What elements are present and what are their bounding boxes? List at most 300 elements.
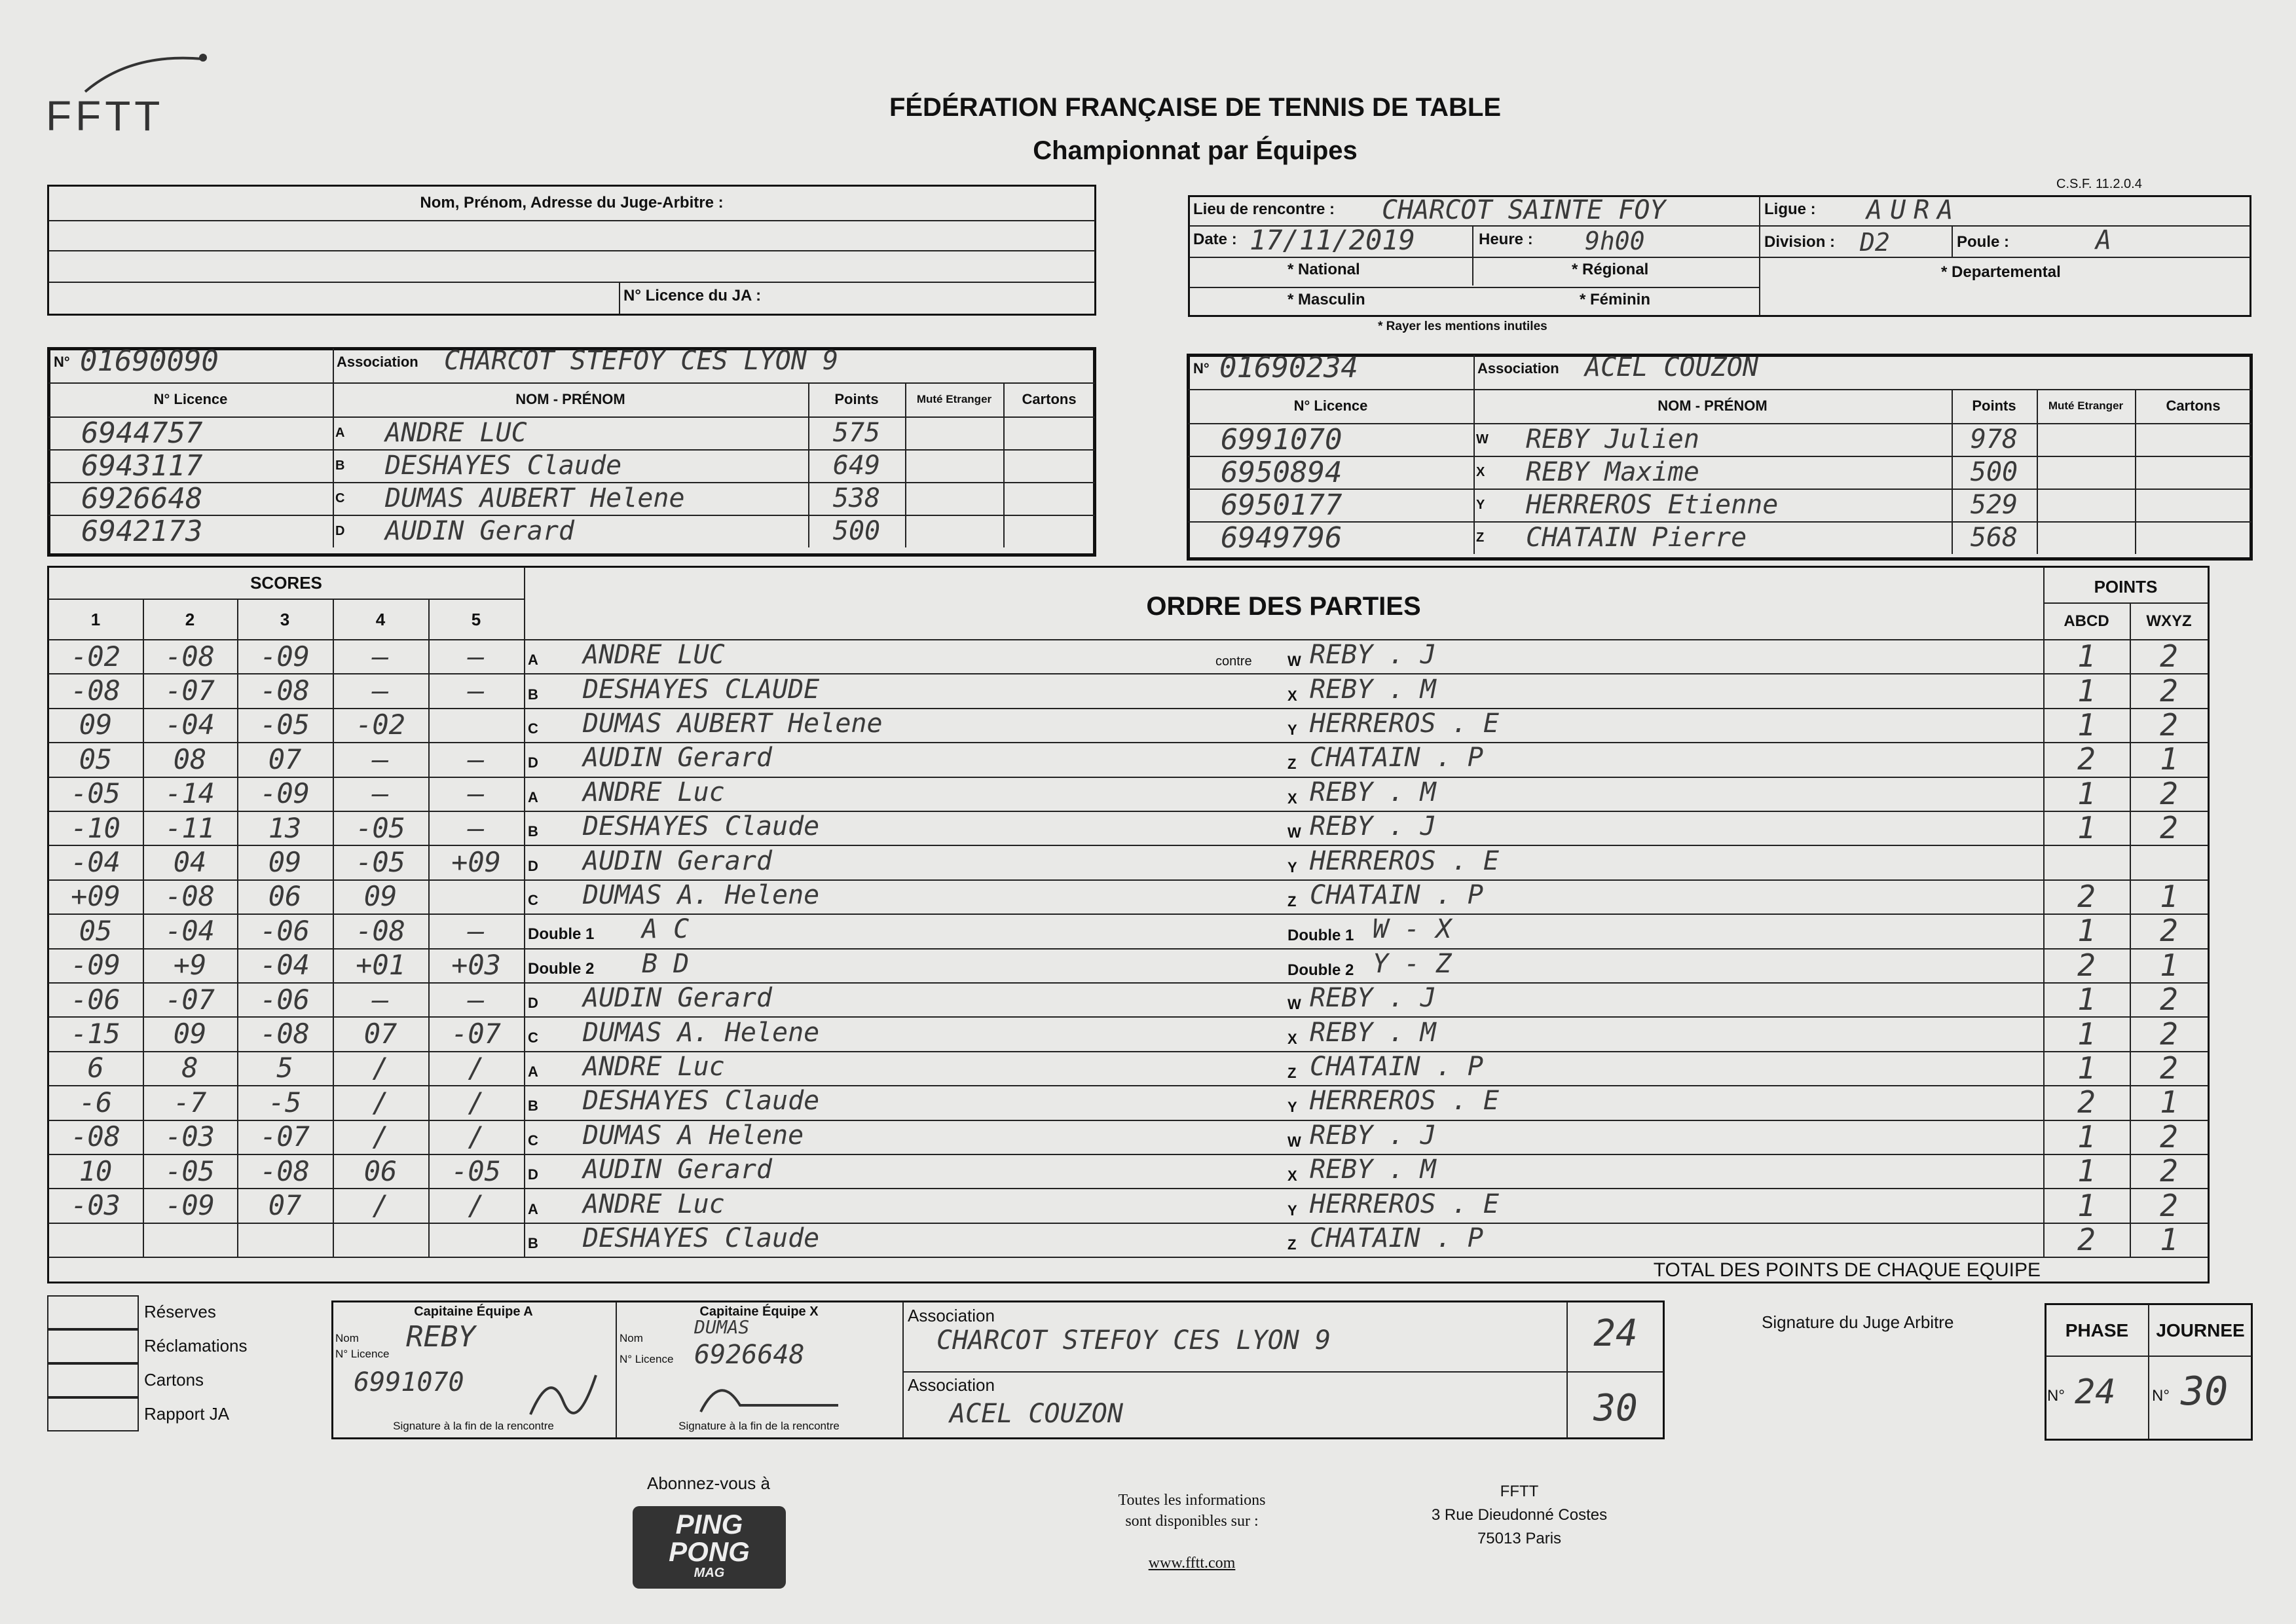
set-score: +09: [451, 846, 501, 879]
player-a-letter: D: [528, 754, 538, 771]
player-a-letter: A: [528, 788, 538, 805]
set-score: /: [468, 1086, 485, 1118]
points-wxyz: 2: [2160, 1118, 2178, 1154]
set-score: -05: [165, 1154, 215, 1187]
points-header: POINTS: [2094, 576, 2158, 597]
set-score: -06: [71, 983, 120, 1016]
points-wxyz: 2: [2160, 982, 2178, 1018]
set-score: -06: [260, 983, 310, 1016]
set-score: -07: [165, 674, 215, 707]
points-wxyz: 2: [2160, 810, 2178, 846]
points-abcd: 1: [2077, 1050, 2096, 1086]
set-header-3: 3: [280, 609, 290, 629]
player-a-letter: C: [528, 891, 538, 908]
player-a-name: DESHAYES Claude: [583, 1223, 820, 1253]
cap-a-sig-label: Signature à la fin de la rencontre: [393, 1420, 554, 1432]
player-x-letter: W: [1287, 824, 1301, 841]
team_a-player-name: DESHAYES Claude: [385, 451, 622, 481]
set-score: /: [468, 1189, 485, 1222]
set-score: 09: [173, 1018, 207, 1050]
player-x-name: CHATAIN . P: [1310, 1223, 1483, 1253]
points-abcd: 2: [2077, 947, 2096, 983]
address-line1: FFTT: [1500, 1483, 1539, 1500]
cap-a-licence: 6991070: [354, 1367, 464, 1397]
check-label: Réclamations: [144, 1336, 248, 1356]
team_a-num-value: 01690090: [80, 344, 219, 378]
points-wxyz: 2: [2160, 913, 2178, 949]
points-abcd: 1: [2077, 775, 2096, 811]
website-link[interactable]: www.fftt.com: [1148, 1555, 1236, 1572]
points-wxyz: 2: [2160, 1050, 2178, 1086]
set-score: -04: [260, 949, 310, 982]
cap-a-signature: [524, 1362, 602, 1428]
team_a-player-name: DUMAS AUBERT Helene: [385, 483, 685, 513]
national-option[interactable]: * National: [1287, 261, 1360, 278]
address-line2: 3 Rue Dieudonné Costes: [1431, 1506, 1608, 1524]
player-x-letter: X: [1287, 687, 1297, 704]
points-wxyz: 1: [2160, 947, 2178, 983]
check-label: Rapport JA: [144, 1404, 230, 1424]
set-score: [143, 1223, 237, 1257]
set-score: —: [372, 743, 389, 775]
player-x-name: REBY . M: [1310, 1017, 1436, 1048]
points-abcd: 1: [2077, 982, 2096, 1018]
points-abcd: 1: [2077, 1016, 2096, 1052]
abcd-header: ABCD: [2064, 612, 2109, 630]
player-a-name: DUMAS AUBERT Helene: [583, 708, 883, 739]
team_a-num-label: N°: [54, 354, 70, 370]
lieu-value: CHARCOT SAINTE FOY: [1382, 195, 1666, 225]
team_a-player-licence: 6942173: [81, 514, 203, 548]
set-score: -03: [71, 1189, 120, 1222]
cap-x-licence-label: N° Licence: [620, 1353, 674, 1365]
player-x-name: HERREROS . E: [1310, 708, 1499, 739]
rayer-note: * Rayer les mentions inutiles: [1378, 320, 1547, 333]
team_a-player-letter: B: [335, 458, 345, 473]
player-a-letter: C: [528, 720, 538, 737]
fftt-logo: [46, 52, 190, 144]
team_a-player-name: AUDIN Gerard: [385, 516, 574, 546]
address-line3: 75013 Paris: [1477, 1530, 1562, 1547]
player-a-name: AUDIN Gerard: [583, 983, 772, 1014]
player-x-name: HERREROS . E: [1310, 1086, 1499, 1116]
referee-name-label: Nom, Prénom, Adresse du Juge-Arbitre :: [420, 194, 724, 212]
player-x-name: CHATAIN . P: [1310, 743, 1483, 773]
player-a-letter: A: [528, 1063, 538, 1080]
journee-no: N°: [2152, 1387, 2170, 1405]
player-a-name: A C: [642, 914, 690, 945]
player-x-name: HERREROS . E: [1310, 1189, 1499, 1219]
team_a-player-points: 538: [832, 483, 881, 513]
page-subtitle: Championnat par Équipes: [1033, 136, 1358, 165]
player-x-name: REBY . M: [1310, 1154, 1436, 1185]
team_x-player-name: REBY Julien: [1526, 424, 1699, 454]
player-a-name: DUMAS A. Helene: [583, 1017, 820, 1048]
player-a-name: DESHAYES CLAUDE: [583, 674, 820, 705]
set-score: -08: [165, 880, 215, 913]
player-x-name: REBY . J: [1310, 1120, 1436, 1151]
team_a-assoc-value: CHARCOT STEFOY CES LYON 9: [444, 346, 839, 376]
total-label: TOTAL DES POINTS DE CHAQUE EQUIPE: [1653, 1259, 2041, 1281]
points-wxyz: 2: [2160, 638, 2178, 674]
set-score: [428, 1223, 524, 1257]
set-score: -02: [71, 640, 120, 673]
player-a-letter: Double 1: [528, 925, 595, 944]
set-score: 07: [363, 1018, 398, 1050]
points-abcd: 1: [2077, 638, 2096, 674]
player-x-name: HERREROS . E: [1310, 845, 1499, 876]
mag-text: MAG: [694, 1566, 725, 1580]
set-score: 04: [173, 846, 207, 879]
player-x-letter: Z: [1287, 1236, 1297, 1253]
check-box[interactable]: [47, 1295, 139, 1329]
set-score: /: [468, 1120, 485, 1153]
cap-a-licence-label: N° Licence: [335, 1348, 390, 1360]
set-header-5: 5: [471, 609, 481, 629]
cap-a-nom-label: Nom: [335, 1332, 359, 1344]
player-x-name: CHATAIN . P: [1310, 879, 1483, 910]
team_x-player-letter: W: [1476, 432, 1489, 447]
points-abcd: 2: [2077, 879, 2096, 914]
set-score: —: [468, 674, 485, 707]
player-x-letter: Y: [1287, 721, 1297, 738]
set-score: +01: [356, 949, 405, 982]
player-a-letter: B: [528, 686, 538, 703]
cap-x-licence: 6926648: [694, 1340, 805, 1370]
set-score: [48, 1223, 143, 1257]
page-title: FÉDÉRATION FRANÇAISE DE TENNIS DE TABLE: [889, 93, 1502, 122]
player-x-letter: Y: [1287, 1099, 1297, 1116]
journee-label: JOURNEE: [2156, 1320, 2245, 1340]
player-a-name: AUDIN Gerard: [583, 845, 772, 876]
set-score: -07: [260, 1120, 310, 1153]
cap-x-nom: DUMAS: [694, 1316, 750, 1338]
wxyz-header: WXYZ: [2146, 612, 2192, 630]
team_x-player-licence: 6991070: [1221, 422, 1342, 456]
set-score: -08: [356, 914, 405, 947]
set-score: -09: [71, 949, 120, 982]
team_x-header-points: Points: [1972, 397, 2016, 414]
points-abcd: 1: [2077, 673, 2096, 709]
set-score: -02: [356, 709, 405, 741]
points-abcd: [2043, 845, 2130, 879]
set-score: 5: [276, 1052, 293, 1084]
check-box[interactable]: [47, 1397, 139, 1431]
set-score: +03: [451, 949, 501, 982]
points-wxyz: 1: [2160, 741, 2178, 777]
points-wxyz: 1: [2160, 1222, 2178, 1257]
division-label: Division :: [1764, 233, 1836, 251]
player-x-name: REBY . M: [1310, 777, 1436, 807]
form-code: C.S.F. 11.2.0.4: [2056, 177, 2142, 191]
set-score: -7: [173, 1086, 207, 1118]
player-a-letter: C: [528, 1132, 538, 1149]
points-wxyz: 1: [2160, 879, 2178, 914]
set-score: —: [468, 743, 485, 775]
set-score: —: [468, 914, 485, 947]
team_x-player-name: REBY Maxime: [1526, 457, 1699, 487]
set-score: -14: [165, 777, 215, 810]
set-score: /: [372, 1120, 389, 1153]
team_a-player-licence: 6943117: [81, 449, 203, 483]
team_x-num-value: 01690234: [1219, 351, 1358, 384]
cap-x-signature: [694, 1373, 851, 1425]
set-score: —: [372, 674, 389, 707]
set-score: -15: [71, 1018, 120, 1050]
set-header-4: 4: [375, 609, 386, 629]
player-a-letter: D: [528, 995, 538, 1012]
sig-ja-label: Signature du Juge Arbitre: [1762, 1312, 1954, 1332]
player-x-letter: Double 2: [1287, 961, 1354, 979]
player-a-name: DESHAYES Claude: [583, 811, 820, 842]
masculin-option[interactable]: * Masculin: [1287, 291, 1365, 308]
set-score: -05: [451, 1154, 501, 1187]
points-abcd: 1: [2077, 810, 2096, 846]
points-wxyz: [2130, 845, 2208, 879]
set-score: 06: [363, 1154, 398, 1187]
team_x-player-letter: X: [1476, 464, 1485, 479]
set-score: 07: [268, 743, 302, 775]
scores-header: SCORES: [250, 572, 322, 593]
ligue-label: Ligue :: [1764, 200, 1816, 218]
team_a-player-points: 575: [832, 418, 881, 448]
points-wxyz: 2: [2160, 1016, 2178, 1052]
set-score: [428, 708, 524, 742]
team_x-num-label: N°: [1193, 360, 1210, 377]
set-score: —: [468, 777, 485, 810]
set-score: 05: [79, 914, 113, 947]
set-score: -05: [260, 709, 310, 741]
set-score: -10: [71, 811, 120, 844]
team_x-player-letter: Z: [1476, 530, 1485, 545]
player-a-name: AUDIN Gerard: [583, 743, 772, 773]
team_x-player-name: CHATAIN Pierre: [1526, 523, 1747, 553]
set-score: -05: [356, 846, 405, 879]
poule-value: A: [2096, 225, 2112, 255]
team_a-player-licence: 6944757: [81, 416, 203, 450]
points-abcd: 2: [2077, 741, 2096, 777]
set-score: 13: [268, 811, 302, 844]
set-score: 6: [87, 1052, 104, 1084]
infos-line1: Toutes les informations: [1118, 1492, 1266, 1509]
set-score: 8: [181, 1052, 198, 1084]
points-wxyz: 2: [2160, 673, 2178, 709]
score-x: 30: [1593, 1387, 1638, 1430]
points-abcd: 1: [2077, 913, 2096, 949]
player-x-name: REBY . J: [1310, 811, 1436, 842]
cap-a-nom: REBY: [406, 1320, 475, 1354]
set-score: -6: [79, 1086, 113, 1118]
team_x-header-licence: N° Licence: [1293, 397, 1368, 414]
points-abcd: 1: [2077, 707, 2096, 743]
set-score: [237, 1223, 333, 1257]
team_a-player-points: 649: [832, 451, 881, 481]
set-score: 09: [268, 846, 302, 879]
player-a-name: ANDRE Luc: [583, 777, 725, 807]
set-score: -04: [165, 914, 215, 947]
player-a-letter: B: [528, 1234, 538, 1251]
team_x-player-points: 568: [1970, 523, 2018, 553]
player-x-letter: Double 1: [1287, 927, 1354, 945]
points-wxyz: 2: [2160, 775, 2178, 811]
set-score: -05: [356, 811, 405, 844]
set-score: —: [468, 640, 485, 673]
team_x-player-points: 529: [1970, 490, 2018, 520]
referee-licence-label: N° Licence du JA :: [623, 287, 762, 304]
cap-a-label: Capitaine Équipe A: [414, 1304, 533, 1319]
player-a-name: AUDIN Gerard: [583, 1154, 772, 1185]
team_a-player-letter: D: [335, 523, 345, 538]
date-value: 17/11/2019: [1250, 224, 1415, 256]
team_x-player-points: 978: [1970, 424, 2018, 454]
player-x-letter: Y: [1287, 858, 1297, 876]
departemental-option[interactable]: * Departemental: [1941, 263, 2061, 281]
player-x-letter: X: [1287, 1168, 1297, 1185]
player-x-letter: Z: [1287, 1064, 1297, 1081]
points-abcd: 2: [2077, 1084, 2096, 1120]
feminin-option[interactable]: * Féminin: [1580, 291, 1651, 308]
player-x-name: W - X: [1373, 914, 1452, 945]
set-score: /: [372, 1189, 389, 1222]
set-score: -09: [165, 1189, 215, 1222]
set-score: +9: [173, 949, 207, 982]
set-score: -05: [71, 777, 120, 810]
team_a-player-letter: A: [335, 425, 345, 440]
team_a-player-licence: 6926648: [81, 481, 203, 515]
ping-pong-mag-logo: [633, 1506, 786, 1589]
score-a: 24: [1593, 1312, 1638, 1355]
player-x-letter: Z: [1287, 756, 1297, 773]
player-a-name: ANDRE Luc: [583, 1051, 725, 1082]
team_a-header-points: Points: [834, 390, 879, 407]
set-score: [333, 1223, 428, 1257]
set-header-1: 1: [90, 609, 101, 629]
check-box[interactable]: [47, 1363, 139, 1397]
points-abcd: 2: [2077, 1222, 2096, 1257]
set-score: 09: [79, 709, 113, 741]
player-a-letter: C: [528, 1029, 538, 1046]
set-score: —: [372, 983, 389, 1016]
team_x-player-letter: Y: [1476, 497, 1485, 512]
set-score: —: [372, 777, 389, 810]
points-abcd: 1: [2077, 1118, 2096, 1154]
set-score: -11: [165, 811, 215, 844]
set-score: -04: [165, 709, 215, 741]
player-x-name: REBY . J: [1310, 640, 1436, 671]
ping-text: PING: [675, 1509, 743, 1540]
assoc-x-value: ACEL COUZON: [950, 1399, 1123, 1429]
team_x-player-name: HERREROS Etienne: [1526, 490, 1779, 520]
regional-option[interactable]: * Régional: [1572, 261, 1649, 278]
team_x-assoc-label: Association: [1477, 360, 1559, 377]
set-score: -04: [71, 846, 120, 879]
logo-text: FFTT: [46, 92, 164, 139]
set-score: -5: [268, 1086, 302, 1118]
player-x-letter: Y: [1287, 1202, 1297, 1219]
set-score: 08: [173, 743, 207, 775]
player-x-name: Y - Z: [1373, 948, 1452, 979]
phase-no: N°: [2047, 1387, 2065, 1405]
cap-x-sig-label: Signature à la fin de la rencontre: [678, 1420, 840, 1432]
division-value: D2: [1860, 228, 1890, 257]
points-wxyz: 2: [2160, 1153, 2178, 1189]
team_a-assoc-label: Association: [337, 354, 418, 370]
team_x-player-licence: 6950894: [1221, 455, 1342, 489]
player-a-name: B D: [642, 948, 690, 979]
set-score: /: [372, 1086, 389, 1118]
team_a-header-licence: N° Licence: [153, 390, 228, 407]
player-a-name: DUMAS A Helene: [583, 1120, 804, 1151]
player-a-name: ANDRE Luc: [583, 1189, 725, 1219]
set-score: -08: [260, 1018, 310, 1050]
set-score: -08: [71, 1120, 120, 1153]
set-score: 10: [79, 1154, 113, 1187]
journee-value: 30: [2181, 1369, 2229, 1414]
team_x-header-nom: NOM - PRÉNOM: [1657, 397, 1768, 414]
set-score: [428, 879, 524, 913]
set-score: -07: [165, 983, 215, 1016]
set-score: 09: [363, 880, 398, 913]
heure-label: Heure :: [1479, 231, 1533, 248]
team_a-player-letter: C: [335, 490, 345, 506]
set-score: -08: [165, 640, 215, 673]
team_a-player-points: 500: [832, 516, 881, 546]
team_a-header-mute: Muté Etranger: [916, 392, 992, 405]
team_x-player-licence: 6949796: [1221, 521, 1342, 555]
set-score: -08: [71, 674, 120, 707]
team_a-player-name: ANDRE LUC: [385, 418, 527, 448]
set-score: /: [372, 1052, 389, 1084]
check-box[interactable]: [47, 1329, 139, 1363]
set-score: -09: [260, 777, 310, 810]
set-score: -08: [260, 674, 310, 707]
player-x-name: CHATAIN . P: [1310, 1051, 1483, 1082]
lieu-label: Lieu de rencontre :: [1193, 200, 1335, 218]
player-a-letter: A: [528, 1200, 538, 1217]
set-score: 06: [268, 880, 302, 913]
heure-value: 9h00: [1585, 227, 1645, 255]
set-score: -08: [260, 1154, 310, 1187]
poule-label: Poule :: [1957, 233, 2010, 251]
set-score: —: [468, 811, 485, 844]
set-score: /: [468, 1052, 485, 1084]
player-a-letter: Double 2: [528, 959, 595, 978]
player-a-name: DESHAYES Claude: [583, 1086, 820, 1116]
team_a-header-nom: NOM - PRÉNOM: [515, 390, 625, 407]
assoc-x-label: Association: [908, 1375, 995, 1395]
player-x-letter: X: [1287, 1030, 1297, 1047]
points-abcd: 1: [2077, 1187, 2096, 1223]
contre-label: contre: [1215, 654, 1252, 669]
set-score: -07: [451, 1018, 501, 1050]
player-x-name: REBY . J: [1310, 983, 1436, 1014]
player-a-letter: A: [528, 652, 538, 669]
check-label: Réserves: [144, 1302, 216, 1321]
team_a-header-cartons: Cartons: [1022, 390, 1077, 407]
team_x-player-licence: 6950177: [1221, 488, 1342, 522]
set-score: —: [372, 640, 389, 673]
set-score: —: [468, 983, 485, 1016]
set-score: -09: [260, 640, 310, 673]
player-x-letter: W: [1287, 996, 1301, 1013]
ordre-header: ORDRE DES PARTIES: [1146, 591, 1421, 621]
points-wxyz: 2: [2160, 707, 2178, 743]
assoc-a-value: CHARCOT STEFOY CES LYON 9: [936, 1325, 1331, 1356]
player-a-letter: B: [528, 1098, 538, 1115]
check-label: Cartons: [144, 1370, 204, 1390]
set-score: 07: [268, 1189, 302, 1222]
team_x-header-cartons: Cartons: [2166, 397, 2221, 414]
